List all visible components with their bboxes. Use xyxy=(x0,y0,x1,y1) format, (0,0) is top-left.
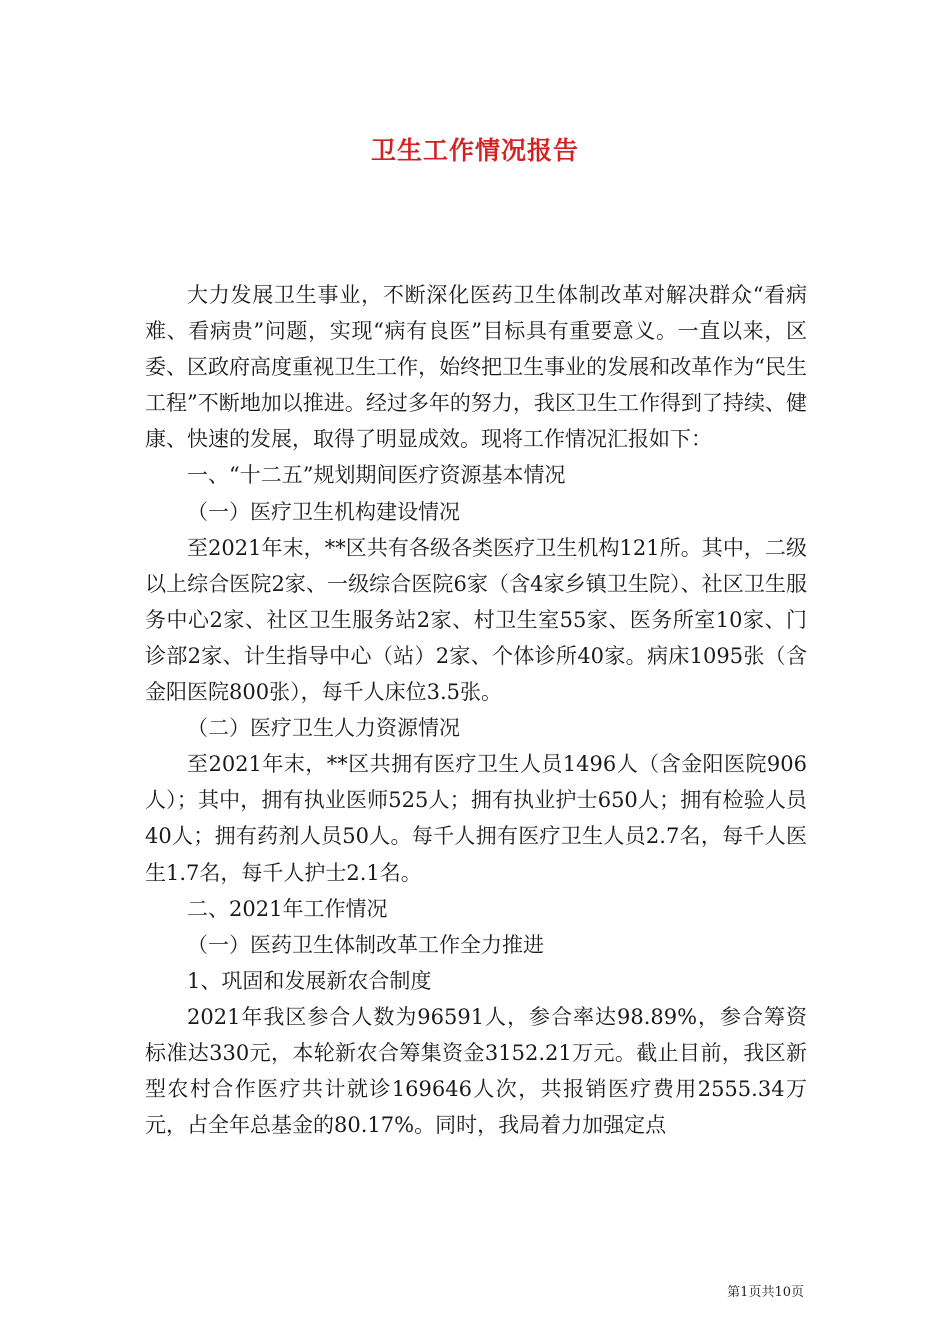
section-heading-1: 一、“十二五”规划期间医疗资源基本情况 xyxy=(187,463,566,488)
intro-paragraph: 大力发展卫生事业，不断深化医药卫生体制改革对解决群众“看病难、看病贵”问题，实现“病有良医”目标具有重要意义。一直以来，区委、区政府高度重视卫生工作，始终把卫生事业的发展和改革作为“民生工程”不断地加以推进。经过多年的努力，我区卫生工作得到了持续、健康、快速的发展，取得了明显成效。现将工作情况汇报如下： xyxy=(145,283,807,452)
document-title: 卫生工作情况报告 xyxy=(370,136,579,165)
document-body xyxy=(145,277,807,1143)
page-number: 第1页共10页 xyxy=(727,1285,804,1300)
subsection-heading-2-1: （一）医药卫生体制改革工作全力推进 xyxy=(187,932,544,957)
item-heading-1: 1、巩固和发展新农合制度 xyxy=(187,968,432,993)
insurance-paragraph: 2021年我区参合人数为96591人，参合率达98.89%，参合筹资标准达330元，本轮新农合筹集资金3152.21万元。截止目前，我区新型农村合作医疗共计就诊169646人次，共报销医疗费用2555.34万元，占全年总基金的80.17%。同时，我局着力加强定点 xyxy=(145,1004,807,1138)
personnel-paragraph: 至2021年末，**区共拥有医疗卫生人员1496人（含金阳医院906人）；其中，拥有执业医师525人；拥有执业护士650人；拥有检验人员40人；拥有药剂人员50人。每千人拥有医疗卫生人员2.7名，每千人医生1.7名，每千人护士2.1名。 xyxy=(145,752,807,885)
subsection-heading-1-1: （一）医疗卫生机构建设情况 xyxy=(187,499,460,524)
section-heading-2: 二、2021年工作情况 xyxy=(187,896,388,921)
institutions-paragraph: 至2021年末，**区共有各级各类医疗卫生机构121所。其中，二级以上综合医院2家、一级综合医院6家（含4家乡镇卫生院）、社区卫生服务中心2家、社区卫生服务站2家、村卫生室55家、医务所室10家、门诊部2家、计生指导中心（站）2家、个体诊所40家。病床1095张（含金阳医院800张），每千人床位3.5张。 xyxy=(145,535,807,705)
subsection-heading-1-2: （二）医疗卫生人力资源情况 xyxy=(187,716,460,741)
